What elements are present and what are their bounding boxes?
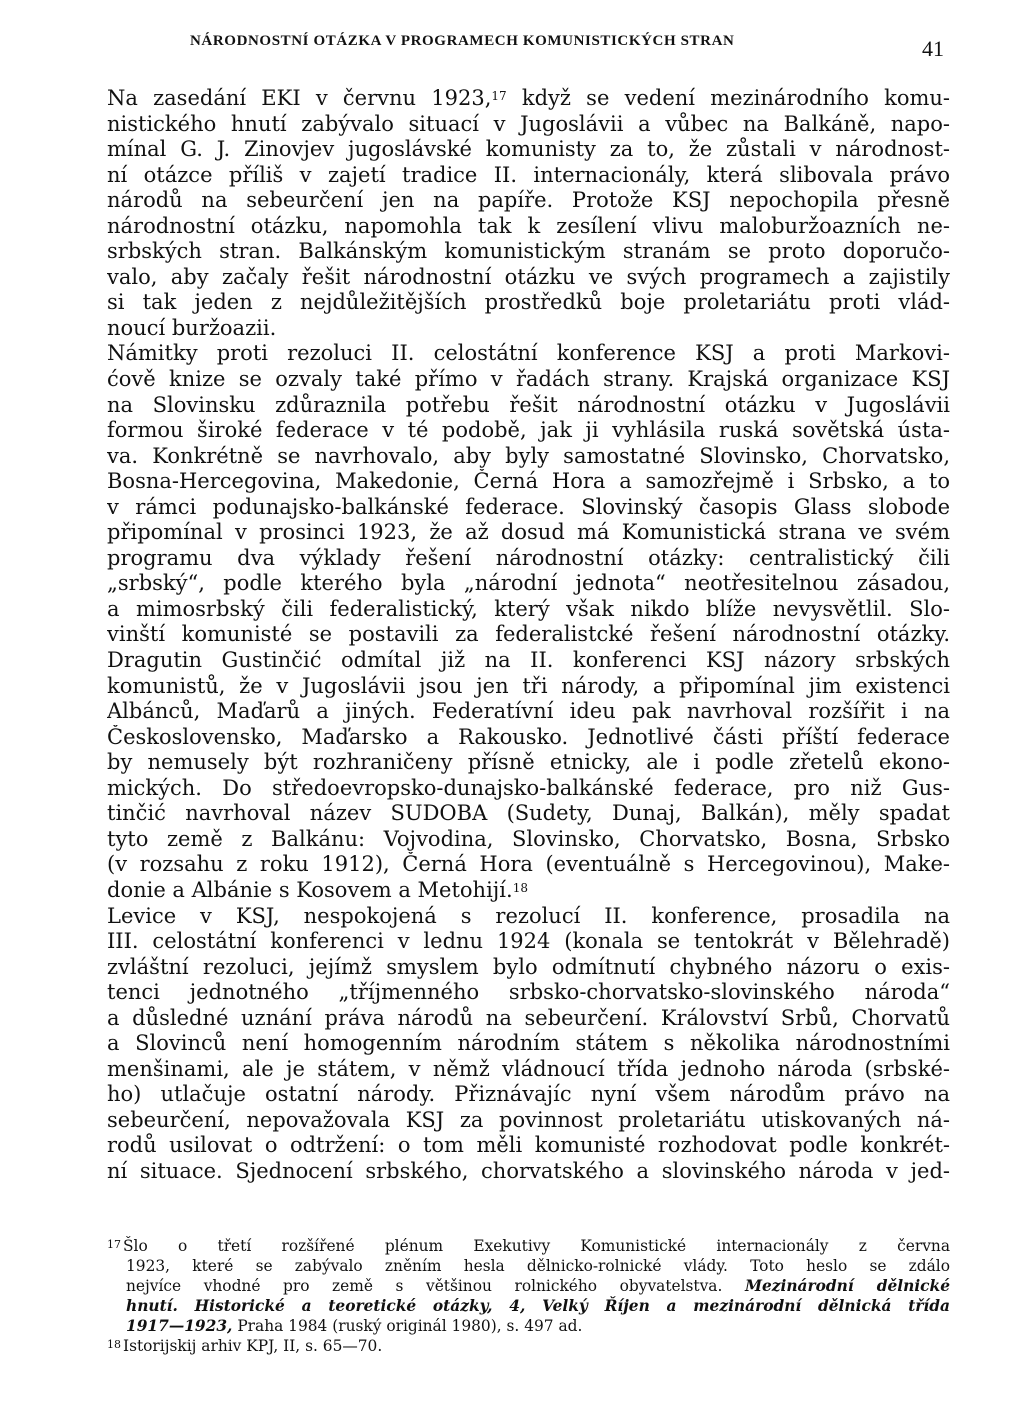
footnote-17-mark: 17	[107, 1238, 121, 1251]
text-line: menšinami, ale je státem, v němž vládnoucí třída jednoho národa (srbské-	[107, 1056, 950, 1081]
text-line: rodů usilovat o odtržení: o tom měli komunisté rozhodovat podle konkrét-	[107, 1133, 950, 1158]
text-line: Na zasedání EKI v červnu 1923,17 když se vedení mezinárodního komu-	[107, 86, 950, 110]
footnote-18-line: $^{18}$ Istorijskij arhiv KPJ, II, s. 65—70.	[107, 1337, 383, 1355]
text-line: by nemusely být rozhraničeny přísně etnicky, ale i podle zřetelů ekono-	[107, 750, 950, 775]
text-line: komunistů, že v Jugoslávii jsou jen tři národy, a připomínal jim existenci	[107, 673, 950, 698]
text-line: ní situace. Sjednocení srbského, chorvatského a slovinského národa v jed-	[107, 1158, 950, 1183]
text-line: formou široké federace v té podobě, jak ji vyhlásila ruská sovětská ústa-	[107, 418, 950, 443]
text-line: Československo, Maďarsko a Rakousko. Jednotlivé části příští federace	[107, 724, 950, 749]
text-line: tyto země z Balkánu: Vojvodina, Slovinsko, Chorvatsko, Bosna, Srbsko	[107, 826, 950, 851]
text-line: Námitky proti rezoluci II. celostátní konference KSJ a proti Markovi-	[107, 341, 950, 366]
footnote-reference: 18	[512, 880, 528, 895]
text-line: vinští komunisté se postavili za federalistcké řešení národnostní otázky.	[107, 622, 950, 647]
running-title: NÁRODNOSTNÍ OTÁZKA V PROGRAMECH KOMUNISTICKÝCH STRAN	[190, 33, 735, 49]
text-line: a důsledné uznání práva národů na sebeurčení. Království Srbů, Chorvatů	[107, 1005, 950, 1030]
footnote-17-line: 1923, které se zabývalo zněním hesla dělnicko-rolnické vlády. Toto heslo se zdálo	[126, 1257, 950, 1275]
text-line: národů na sebeurčení jen na papíře. Protože KSJ nepochopila přesně	[107, 188, 950, 213]
text-line: va. Konkrétně se navrhovalo, aby byly samostatné Slovinsko, Chorvatsko,	[107, 443, 950, 468]
text-line: a mimosrbský čili federalistický, který však nikdo blíže nevysvětlil. Slo-	[107, 596, 950, 621]
text-line: Dragutin Gustinčić odmítal již na II. konferenci KSJ názory srbských	[107, 648, 950, 673]
footnote-17-line: nejvíce vhodné pro země s většinou rolnického obyvatelstva. Mezinárodní dělnické	[126, 1277, 950, 1295]
footnote-17-line: $^{17}$ Šlo o třetí rozšířené plénum Exekutivy Komunistické internacionály z června	[107, 1237, 950, 1255]
text-line: národnostní otázku, napomohla tak k zesílení vlivu maloburžoazních ne-	[107, 213, 950, 238]
page-number: 41	[922, 36, 944, 61]
text-line: Albánců, Maďarů a jiných. Federatívní ideu pak navrhoval rozšířit i na	[107, 699, 950, 724]
text-line: mínal G. J. Zinovjev jugoslávské komunisty za to, že zůstali v národnost-	[107, 137, 950, 162]
footnote-18-mark: 18	[107, 1338, 121, 1351]
text-line: na Slovinsku zdůraznila potřebu řešit národnostní otázku v Jugoslávii	[107, 392, 950, 417]
text-line: Bosna-Hercegovina, Makedonie, Černá Hora a samozřejmě i Srbsko, a to	[107, 469, 950, 494]
text-line: mických. Do středoevropsko-dunajsko-balkánské federace, pro niž Gus-	[107, 775, 950, 800]
footnote-17-line: 1917—1923, Praha 1984 (ruský originál 1980), s. 497 ad.	[126, 1317, 583, 1335]
text-line: tinčić navrhoval název SUDOBA (Sudety, Dunaj, Balkán), měly spadat	[107, 801, 950, 826]
text-line: si tak jeden z nejdůležitějších prostředků boje proletariátu proti vlád-	[107, 290, 950, 315]
text-line: zvláštní rezoluci, jejímž smyslem bylo odmítnutí chybného názoru o exis-	[107, 954, 950, 979]
text-line: srbských stran. Balkánským komunistickým stranám se proto doporučo-	[107, 239, 950, 264]
text-line: ní otázce příliš v zajetí tradice II. internacionály, která slibovala právo	[107, 162, 950, 187]
text-line: připomínal v prosinci 1923, že až dosud má Komunistická strana ve svém	[107, 520, 950, 545]
footnotes	[107, 1236, 950, 1356]
footnote-reference: 17	[491, 89, 507, 103]
text-line: sebeurčení, nepovažovala KSJ za povinnost proletariátu utiskovaných ná-	[107, 1107, 950, 1132]
text-line: III. celostátní konferenci v lednu 1924 (konala se tentokrát v Bělehradě)	[107, 929, 950, 954]
text-line: donie a Albánie s Kosovem a Metohijí.$^{18}$	[107, 877, 528, 902]
footnote-17-line: hnutí. Historické a teoretické otázky, 4, Velký Říjen a mezinárodní dělnická třída	[126, 1297, 950, 1315]
text-line: nistického hnutí zabývalo situací v Jugoslávii a vůbec na Balkáně, napo-	[107, 111, 950, 136]
text-line: Levice v KSJ, nespokojená s rezolucí II. konference, prosadila na	[107, 903, 950, 928]
text-line: noucí buržoazii.	[107, 315, 277, 340]
main-text	[107, 86, 950, 1185]
text-line: „srbský“, podle kterého byla „národní jednota“ neotřesitelnou zásadou,	[107, 571, 950, 596]
text-line: (v rozsahu z roku 1912), Černá Hora (eventuálně s Hercegovinou), Make-	[107, 852, 950, 877]
text-line: programu dva výklady řešení národnostní otázky: centralistický čili	[107, 545, 950, 570]
text-line: ho) utlačuje ostatní národy. Přiznávajíc nyní všem národům právo na	[107, 1082, 950, 1107]
text-line: valo, aby začaly řešit národnostní otázku ve svých programech a zajistily	[107, 264, 950, 289]
text-line: ćově knize se ozvaly také přímo v řadách strany. Krajská organizace KSJ	[107, 367, 950, 392]
text-line: v rámci podunajsko-balkánské federace. Slovinský časopis Glass slobode	[107, 494, 950, 519]
text-line: a Slovinců není homogenním národním státem s několika národnostními	[107, 1031, 950, 1056]
text-line: tenci jednotného „tříjmenného srbsko-chorvatsko-slovinského národa“	[107, 980, 950, 1005]
